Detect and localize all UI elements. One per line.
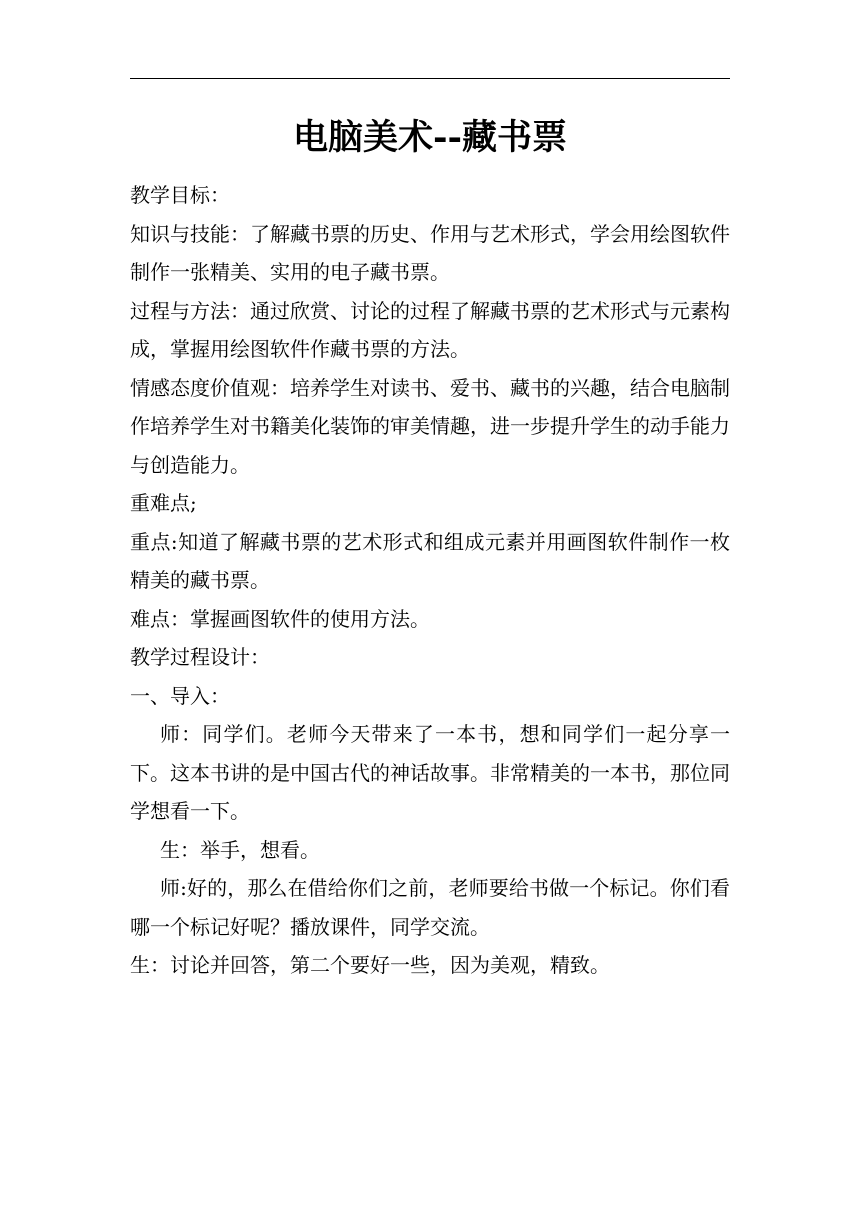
paragraph-intro-heading: 一、导入：	[130, 683, 230, 708]
paragraph-teacher-1: 师：同学们。老师今天带来了一本书，想和同学们一起分享一下。这本书讲的是中国古代的神话故事。非常精美的一本书，那位同学想看一下。	[130, 722, 730, 823]
paragraph-teacher-2: 师:好的，那么在借给你们之前，老师要给书做一个标记。你们看哪一个标记好呢？播放课件，同学交流。	[130, 876, 730, 939]
document-title: 电脑美术--藏书票	[292, 117, 568, 158]
paragraph-process-methods: 过程与方法：通过欣赏、讨论的过程了解藏书票的艺术形式与元素构成，掌握用绘图软件作藏书票的方法。	[130, 298, 730, 361]
document-body	[130, 176, 730, 985]
header-rule	[130, 78, 730, 79]
paragraph-process-design-heading: 教学过程设计：	[130, 645, 270, 669]
paragraph-emotion-values: 情感态度价值观：培养学生对读书、爱书、藏书的兴趣，结合电脑制作培养学生对书籍美化装饰的审美情趣，进一步提升学生的动手能力与创造能力。	[130, 375, 730, 477]
paragraph-key-point: 重点:知道了解藏书票的艺术形式和组成元素并用画图软件制作一枚精美的藏书票。	[130, 529, 730, 592]
paragraph-difficult-point: 难点：掌握画图软件的使用方法。	[130, 606, 430, 631]
paragraph-student-1: 生：举手，想看。	[160, 837, 320, 862]
paragraph-key-difficult-heading: 重难点;	[130, 491, 197, 515]
paragraph-teaching-goals-heading: 教学目标：	[130, 183, 230, 207]
paragraph-knowledge-skills: 知识与技能：了解藏书票的历史、作用与艺术形式，学会用绘图软件制作一张精美、实用的电子藏书票。	[130, 221, 730, 284]
paragraph-student-2: 生：讨论并回答，第二个要好一些，因为美观，精致。	[130, 953, 610, 977]
